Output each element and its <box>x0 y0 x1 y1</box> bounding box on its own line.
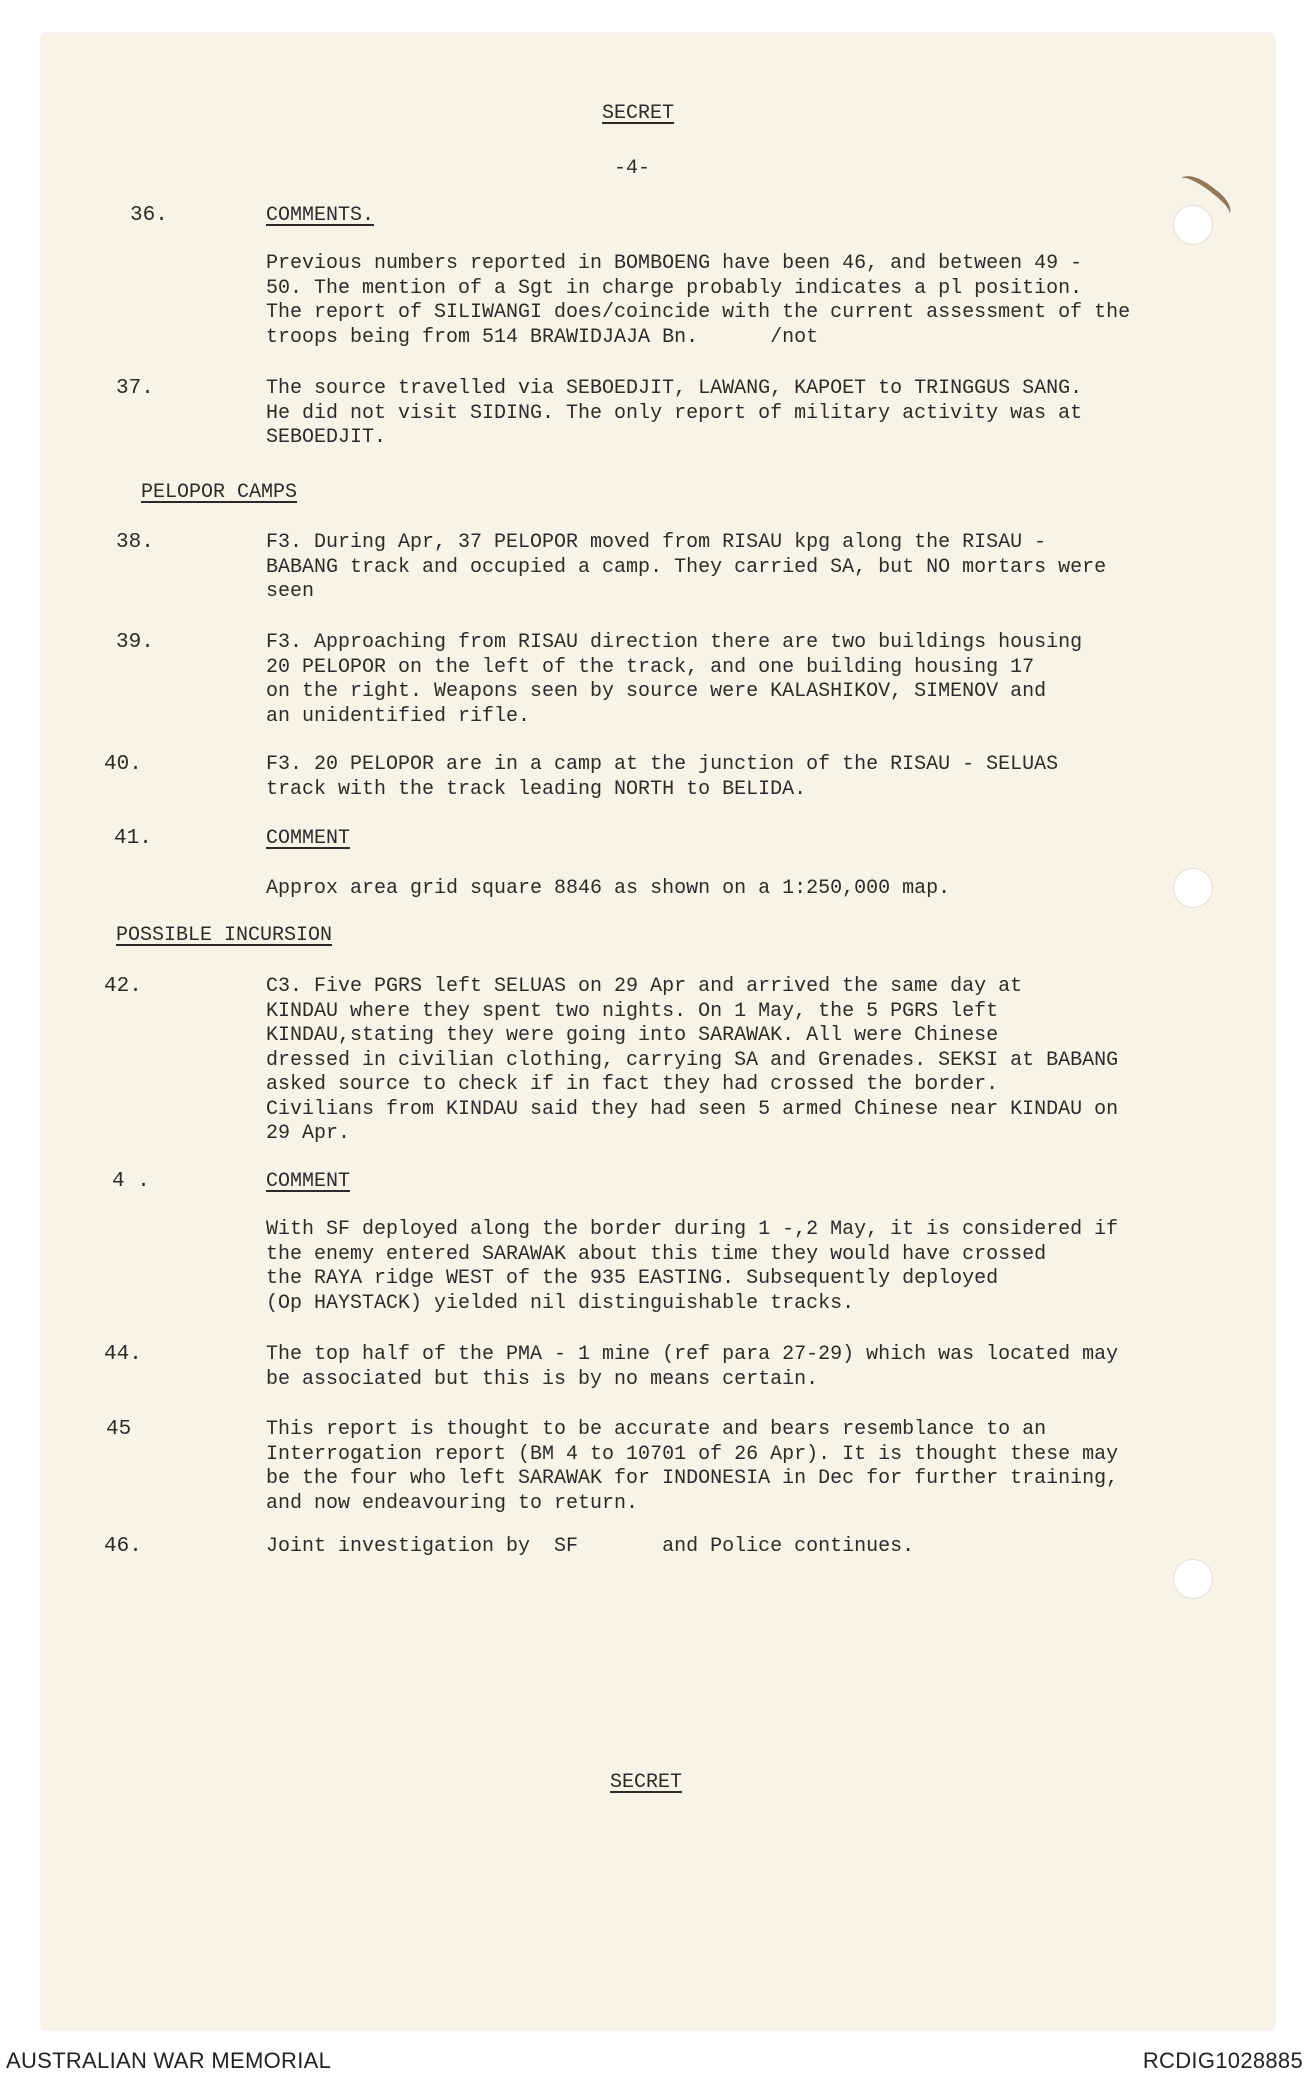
classification-footer: SECRET <box>610 1771 683 1794</box>
para-37-number: 37. <box>116 377 154 400</box>
para-36-body: Previous numbers reported in BOMBOENG have been 46, and between 49 - 50. The mention of a Sgt in charge probably indicates a pl position. The report of SILIWANGI does/coincide with the current assessment of the troops being from 514 BRAWIDJAJA Bn. /not <box>266 252 1131 349</box>
para-45-body: This report is thought to be accurate and bears resemblance to an Interrogation report (BM 4 to 10701 of 26 Apr). It is thought these may be the four who left SARAWAK for INDONESIA in Dec for further training, and now endeavouring to return. <box>266 1418 1119 1515</box>
classification-header: SECRET <box>602 102 675 125</box>
para-41-body: Approx area grid square 8846 as shown on a 1:250,000 map. <box>266 877 951 900</box>
para-38-number: 38. <box>116 531 154 554</box>
para-39-body: F3. Approaching from RISAU direction there are two buildings housing 20 PELOPOR on the left of the track, and one building housing 17 on the right. Weapons seen by source were KALASHIKOV, SIMENOV and an unidentified rifle. <box>266 631 1083 728</box>
para-38-body: F3. During Apr, 37 PELOPOR moved from RISAU kpg along the RISAU - BABANG track and occupied a camp. They carried SA, but NO mortars were seen <box>266 531 1107 603</box>
punch-hole <box>1173 1559 1213 1599</box>
para-43-body: With SF deployed along the border during 1 -,2 May, it is considered if the enemy entered SARAWAK about this time they would have crossed the RAYA ridge WEST of the 935 EASTING. Subsequently deployed (Op HAYSTACK) yielded nil distinguishable tracks. <box>266 1218 1119 1315</box>
archive-name: AUSTRALIAN WAR MEMORIAL <box>6 2048 332 2073</box>
archive-reference: RCDIG1028885 <box>1142 2048 1303 2073</box>
para-36-number: 36. <box>130 204 168 227</box>
section-heading-pelopor-camps: PELOPOR CAMPS <box>141 481 298 504</box>
para-40-number: 40. <box>104 753 142 776</box>
para-42-body: C3. Five PGRS left SELUAS on 29 Apr and arrived the same day at KINDAU where they spent two nights. On 1 May, the 5 PGRS left KINDAU,stating they were going into SARAWAK. All were Chinese dressed in civilian clothing, carrying SA and Grenades. SEKSI at BABANG asked source to check if in fact they had crossed the border. Civilians from KINDAU said they had seen 5 armed Chinese near KINDAU on 29 Apr. <box>266 975 1119 1145</box>
para-46-number: 46. <box>104 1535 142 1558</box>
section-heading-possible-incursion: POSSIBLE INCURSION <box>116 924 333 947</box>
para-36-heading: COMMENTS. <box>266 204 375 227</box>
para-43-heading: COMMENT <box>266 1170 351 1193</box>
para-46-body: Joint investigation by SF and Police continues. <box>266 1535 915 1558</box>
page-number: -4- <box>614 157 651 180</box>
para-42-number: 42. <box>104 975 142 998</box>
para-43-number: 4 . <box>112 1170 150 1193</box>
para-37-body: The source travelled via SEBOEDJIT, LAWANG, KAPOET to TRINGGUS SANG. He did not visit SIDING. The only report of military activity was at SEBOEDJIT. <box>266 377 1083 449</box>
para-41-heading: COMMENT <box>266 827 351 850</box>
para-41-number: 41. <box>114 827 152 850</box>
para-44-number: 44. <box>104 1343 142 1366</box>
para-45-number: 45 <box>106 1418 132 1441</box>
punch-hole <box>1173 868 1213 908</box>
para-39-number: 39. <box>116 631 154 654</box>
para-44-body: The top half of the PMA - 1 mine (ref para 27-29) which was located may be associated but this is by no means certain. <box>266 1343 1119 1391</box>
para-40-body: F3. 20 PELOPOR are in a camp at the junction of the RISAU - SELUAS track with the track leading NORTH to BELIDA. <box>266 753 1059 801</box>
